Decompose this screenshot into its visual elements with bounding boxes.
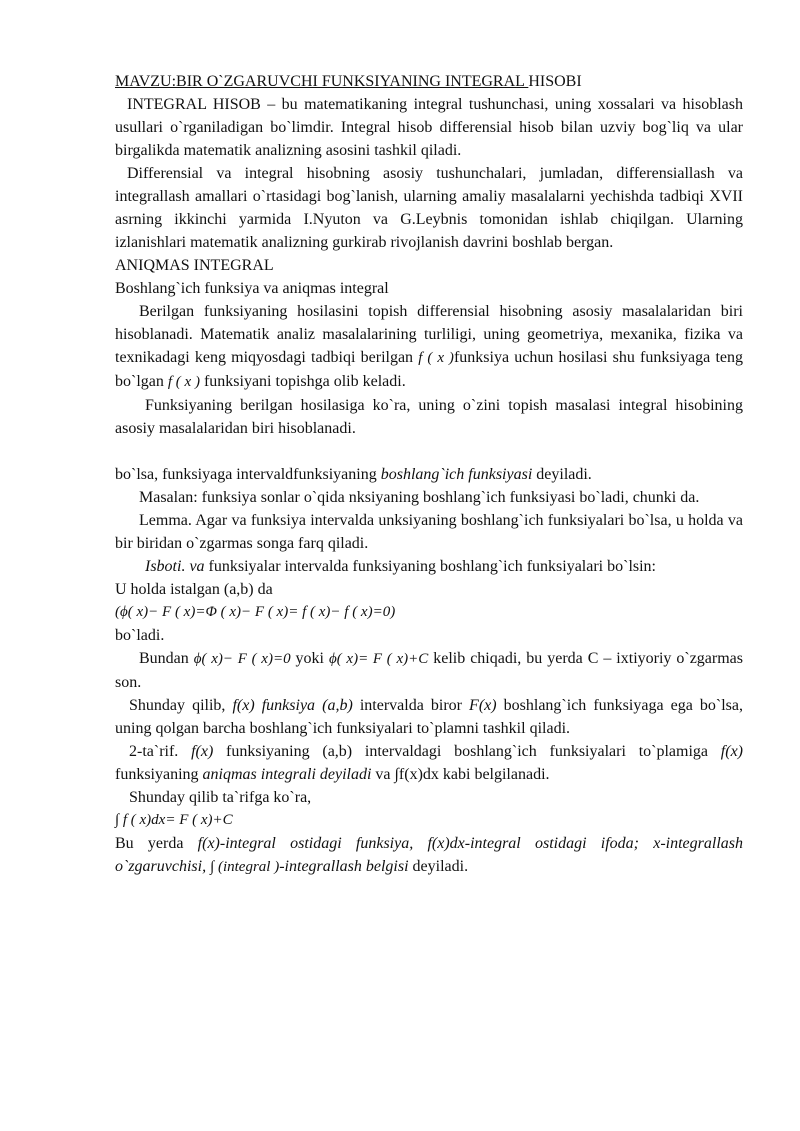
paragraph-then: U holda istalgan (a,b) da	[115, 581, 273, 598]
blank-line	[115, 440, 743, 463]
paragraph-example: Masalan: funksiya sonlar o`qida nksiyaning boshlang`ich funksiyasi bo`ladi, chunki da.	[139, 489, 700, 506]
p12-text-a: Shunday qilib,	[129, 697, 233, 714]
document-title	[115, 70, 743, 93]
paragraph-inverse-problem: Funksiyaning berilgan hosilasiga ko`ra, uning o`zini topish masalasi integral hisobining asosiy masalalaridan biri hisoblanadi.	[115, 397, 743, 437]
p15-emphasis-2: -integrallash belgisi	[279, 858, 409, 875]
math-phi-minus-F: ϕ( x)− F ( x)=0	[193, 651, 291, 667]
title-rest: HISOBI	[528, 73, 582, 90]
p13-emphasis-1: f(x)	[191, 743, 214, 760]
p12-text-c: boshlang`ich funksiyaga ega bo`lsa, uning qolgan barcha boshlang`ich funksiyalari to`plamni tashkil qiladi.	[115, 697, 743, 737]
math-phi-equals-F-plus-C: ϕ( x)= F ( x)+C	[328, 651, 429, 667]
p12-emphasis-2: F(x)	[469, 697, 497, 714]
equation-indefinite-integral: ∫ f ( x)dx= F ( x)+C	[115, 812, 233, 828]
math-integral-sign: ∫ (integral )	[210, 859, 280, 875]
paragraph-terms	[115, 832, 743, 879]
p8-text-b: funksiyalar intervalda funksiyaning boshlang`ich funksiyalari bo`lsin:	[204, 558, 656, 575]
math-f-of-x: f ( x )	[418, 350, 454, 366]
title-underlined: MAVZU:BIR O`ZGARUVCHI FUNKSIYANING INTEGRAL	[115, 73, 529, 90]
p13-text-c: funksiyaning	[115, 766, 203, 783]
document-page	[115, 70, 743, 879]
p13-text-d: va ∫f(x)dx kabi belgilanadi.	[371, 766, 550, 783]
p13-text-b: funksiyaning (a,b) intervaldagi boshlang`ich funksiyalari to`plamiga	[213, 743, 721, 760]
subsection-heading: Boshlang`ich funksiya va aniqmas integral	[115, 280, 389, 297]
p15-text-c: deyiladi.	[408, 858, 469, 875]
paragraph-definition	[115, 463, 743, 486]
paragraph-becomes: bo`ladi.	[115, 627, 165, 644]
p11-text-a: Bundan	[139, 650, 194, 667]
paragraph-by-definition: Shunday qilib ta`rifga ko`ra,	[129, 789, 312, 806]
math-f-of-x-2: f ( x )	[167, 374, 200, 390]
p13-emphasis-3: aniqmas integrali deyiladi	[202, 766, 372, 783]
p8-emphasis: Isboti. va	[145, 558, 205, 575]
paragraph-proof	[115, 555, 743, 578]
paragraph-definition-2	[115, 740, 743, 786]
p11-text-b: yoki	[290, 650, 329, 667]
p5-text-b: deyiladi.	[532, 466, 592, 483]
paragraph-derivative-problem	[115, 300, 743, 394]
equation-difference: (ϕ( x)− F ( x)=Φ ( x)− F ( x)= f ( x)− f ( x)=0)	[115, 604, 396, 620]
paragraph-intro: INTEGRAL HISOB – bu matematikaning integral tushunchasi, uning xossalari va hisoblash usullari o`rganiladigan bo`limdir. Integral hisob differensial hisob bilan uzviy bog`liq va ular birgalikda matematik analizning asosini tashkil qiladi.	[115, 96, 743, 159]
p12-text-b: intervalda biror	[352, 697, 470, 714]
paragraph-lemma: Lemma. Agar va funksiya intervalda unksiyaning boshlang`ich funksiyalari bo`lsa, u holda va bir biridan o`zgarmas songa farq qiladi.	[115, 512, 743, 552]
p5-text-a: bo`lsa, funksiyaga intervaldfunksiyaning	[115, 466, 381, 483]
p3-text-a: Berilgan funksiyaning hosilasini topish differensial hisobning asosiy masalalaridan biri hisoblanadi. Matematik analiz masalalarining turliligi, uning geometriya, mexanika, fizika va texnikadagi keng miqyosdagi tadbiqi berilgan	[115, 303, 743, 366]
paragraph-set-of-antiderivatives	[115, 694, 743, 740]
p12-emphasis-1: f(x) funksiya (a,b)	[232, 697, 353, 714]
p15-text-a: Bu yerda	[115, 835, 198, 852]
paragraph-history: Differensial va integral hisobning asosiy tushunchalari, jumladan, differensiallash va integrallash amallari o`rtasidagi bog`lanish, ularning amaliy masalalarni yechishda tadbiqi XVII asrning ikkinchi yarmida I.Nyuton va G.Leybnis tomonidan ishlab chiqilgan. Ularning izlanishlari matematik analizning gurkirab rivojlanish davrini boshlab bergan.	[115, 165, 743, 251]
section-heading: ANIQMAS INTEGRAL	[115, 257, 274, 274]
p3-text-b: funksiya uchun hosilasi shu funksiyaga teng bo`lgan	[115, 349, 743, 390]
p13-text-a: 2-ta`rif.	[129, 743, 192, 760]
p3-text-c: funksiyani topishga olib keladi.	[199, 373, 406, 390]
p11-text-c: kelib chiqadi, bu yerda C – ixtiyoriy o`zgarmas son.	[115, 650, 744, 691]
p5-emphasis: boshlang`ich funksiyasi	[380, 466, 533, 483]
p13-emphasis-2: f(x)	[720, 743, 743, 760]
paragraph-conclusion	[115, 647, 743, 694]
p15-emphasis-1: f(x)-integral ostidagi funksiya, f(x)dx-integral ostidagi ifoda; x-integrallash o`zgaruvchisi,	[115, 835, 743, 875]
